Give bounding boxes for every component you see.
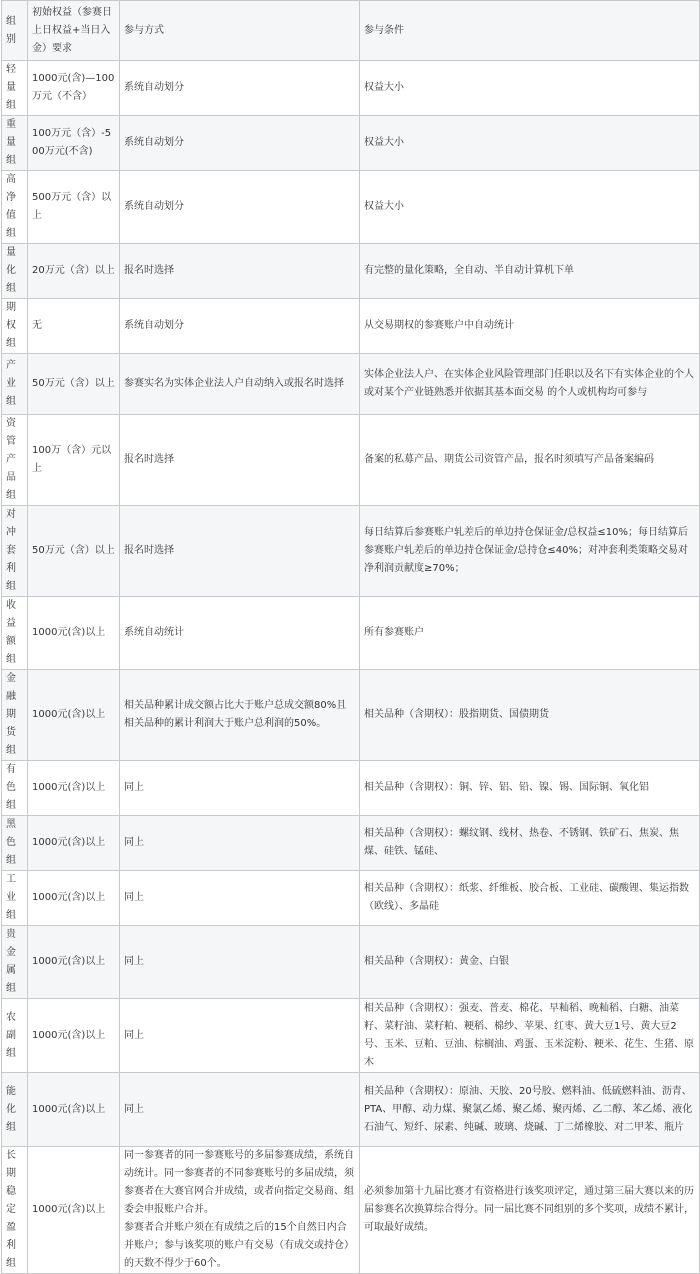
cell-group: 工业组 [2,871,28,926]
cell-equity: 20万元（含）以上 [28,244,120,299]
cell-method: 同上 [120,761,360,816]
table-row [2,670,700,761]
cell-equity: 100万（含）元以上 [28,415,120,506]
table-row [2,299,700,354]
cell-method: 同上 [120,816,360,871]
cell-group: 农副组 [2,999,28,1073]
cell-equity: 1000元(含)以上 [28,871,120,926]
header-method: 参与方式 [120,1,360,61]
table-row [2,816,700,871]
cell-condition: 有完整的量化策略，全自动、半自动计算机下单 [360,244,700,299]
cell-group: 收益额组 [2,597,28,670]
cell-method: 报名时选择 [120,415,360,506]
cell-equity: 1000元(含)以上 [28,597,120,670]
cell-equity: 500万元（含）以上 [28,171,120,244]
cell-condition: 每日结算后参赛账户轧差后的单边持仓保证金/总权益≤10%；每日结算后参赛账户轧差后的单边持仓保证金/总持仓≤40%；对冲套利类策略交易对净利润贡献度≥70%； [360,506,700,597]
cell-group: 能化组 [2,1073,28,1147]
cell-group: 高净值组 [2,171,28,244]
cell-group: 对冲套利组 [2,506,28,597]
cell-group: 轻量组 [2,61,28,116]
cell-method: 系统自动统计 [120,597,360,670]
cell-condition: 所有参赛账户 [360,597,700,670]
cell-method: 系统自动划分 [120,116,360,171]
cell-equity: 50万元（含）以上 [28,506,120,597]
cell-equity: 1000元(含)以上 [28,1073,120,1147]
table-row [2,354,700,415]
cell-equity: 1000元(含)以上 [28,926,120,999]
table-row [2,116,700,171]
cell-method: 同上 [120,926,360,999]
cell-method: 报名时选择 [120,506,360,597]
cell-equity: 1000元(含)—100万元（不含） [28,61,120,116]
cell-method: 参赛实名为实体企业法人户自动纳入或报名时选择 [120,354,360,415]
cell-method: 报名时选择 [120,244,360,299]
table-row [2,415,700,506]
table-row [2,1147,700,1274]
cell-condition: 必须参加第十九届比赛才有资格进行该奖项评定，通过第三届大赛以来的历届参赛名次换算综合得分。同一届比赛不同组别的多个奖项，成绩不累计，可取最好成绩。 [360,1147,700,1274]
cell-condition: 相关品种（含期权）：原油、天胶、20号胶、燃料油、低硫燃料油、沥青、PTA、甲醇、动力煤、聚氯乙烯、聚乙烯、聚丙烯、乙二醇、苯乙烯、液化石油气、短纤、尿素、纯碱、玻璃、烧碱、丁二烯橡胶、对二甲苯、瓶片 [360,1073,700,1147]
cell-group: 重量组 [2,116,28,171]
cell-method: 同上 [120,871,360,926]
table-row [2,1073,700,1147]
cell-equity: 1000元(含)以上 [28,761,120,816]
cell-equity: 100万元（含）-500万元(不含) [28,116,120,171]
cell-method: 同上 [120,1073,360,1147]
cell-condition: 实体企业法人户、在实体企业风险管理部门任职以及名下有实体企业的个人或对某个产业链熟悉并依据其基本面交易 的个人或机构均可参与 [360,354,700,415]
cell-method: 同一参赛者的同一参赛账号的多届参赛成绩，系统自动统计。同一参赛者的不同参赛账号的多届成绩，须参赛者在大赛官网合并成绩，或者向指定交易商、组委会申报账户合并。 参赛者合并账户须在有成绩之后的15个自然日内合并账户；参与该奖项的账户有交易（有成交或持仓）的天数不得少于60个。 [120,1147,360,1274]
cell-condition: 从交易期权的参赛账户中自动统计 [360,299,700,354]
header-row [2,1,700,61]
cell-equity: 1000元(含)以上 [28,816,120,871]
cell-condition: 相关品种（含期权）：股指期货、国债期货 [360,670,700,761]
cell-method: 系统自动划分 [120,171,360,244]
cell-group: 资管产品组 [2,415,28,506]
cell-group: 期权组 [2,299,28,354]
cell-equity: 1000元(含)以上 [28,670,120,761]
table-row [2,244,700,299]
header-equity: 初始权益（参赛日上日权益+当日入金）要求 [28,1,120,61]
table-row [2,761,700,816]
table-row [2,999,700,1073]
cell-group: 有色组 [2,761,28,816]
cell-method: 系统自动划分 [120,299,360,354]
table-row [2,926,700,999]
cell-condition: 相关品种（含期权）：螺纹钢、线材、热卷、不锈钢、铁矿石、焦炭、焦煤、硅铁、锰硅、 [360,816,700,871]
cell-condition: 权益大小 [360,61,700,116]
cell-condition: 相关品种（含期权）：铜、锌、铝、铅、镍、锡、国际铜、氧化铝 [360,761,700,816]
table-row [2,871,700,926]
cell-group: 量化组 [2,244,28,299]
cell-method: 同上 [120,999,360,1073]
cell-group: 贵金属组 [2,926,28,999]
cell-equity: 无 [28,299,120,354]
cell-condition: 相关品种（含期权）：纸浆、纤维板、胶合板、工业硅、碳酸锂、集运指数（欧线）、多晶硅 [360,871,700,926]
cell-equity: 1000元(含)以上 [28,999,120,1073]
table-row [2,597,700,670]
table-row [2,61,700,116]
cell-group: 金融期货组 [2,670,28,761]
cell-condition: 权益大小 [360,171,700,244]
cell-condition: 备案的私募产品、期货公司资管产品，报名时须填写产品备案编码 [360,415,700,506]
cell-condition: 相关品种（含期权）：黄金、白银 [360,926,700,999]
cell-group: 长期稳定盈利组 [2,1147,28,1274]
cell-method: 相关品种累计成交额占比大于账户总成交额80%且相关品种的累计利润大于账户总利润的50%。 [120,670,360,761]
cell-equity: 50万元（含）以上 [28,354,120,415]
header-group: 组别 [2,1,28,61]
cell-equity: 1000元(含)以上 [28,1147,120,1274]
cell-method: 系统自动划分 [120,61,360,116]
cell-group: 黑色组 [2,816,28,871]
table-row [2,506,700,597]
header-condition: 参与条件 [360,1,700,61]
competition-groups-table [1,0,700,1274]
cell-condition: 权益大小 [360,116,700,171]
cell-condition: 相关品种（含期权）：强麦、普麦、棉花、早籼稻、晚籼稻、白糖、油菜籽、菜籽油、菜籽粕、粳稻、棉纱、苹果、红枣、黄大豆1号、黄大豆2号、玉米、豆粕、豆油、棕榈油、鸡蛋、玉米淀粉、粳米、花生、生猪、原木 [360,999,700,1073]
cell-group: 产业组 [2,354,28,415]
table-row [2,171,700,244]
